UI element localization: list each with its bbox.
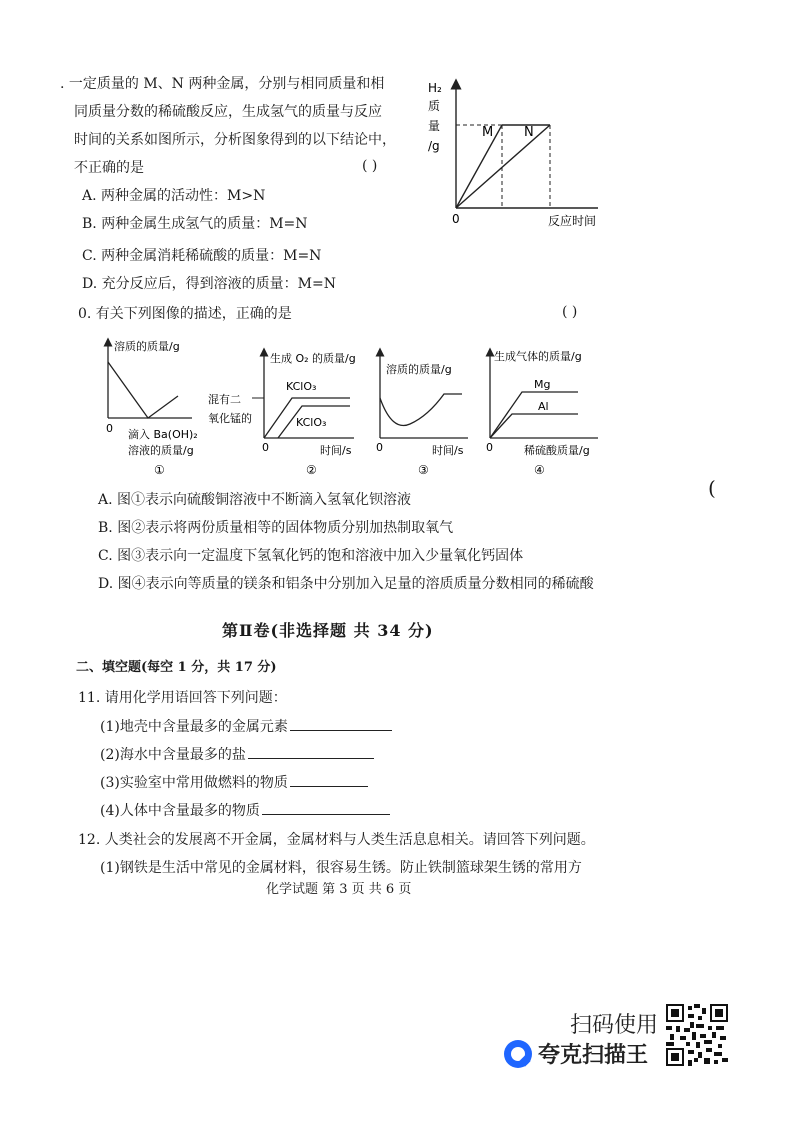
q10-g1-origin: 0 [106,422,113,435]
q10-g4-origin: 0 [486,441,493,454]
q10-graph-2 [206,346,366,486]
watermark-brand: 夸克扫描王 [538,1043,649,1068]
q9-origin: 0 [452,212,460,226]
q9-ylabel-h2: H₂ [428,81,442,95]
q10-g2-xlabel: 时间/s [320,444,352,457]
q10-graph-4 [482,346,612,486]
q9-stem-line-2: 同质量分数的稀硫酸反应，生成氢气的质量与反应 [74,104,382,120]
q10-g4-ylabel: 生成气体的质量/g [494,350,582,363]
q10-g4-num: ④ [534,463,545,477]
q11-answer-blank-1[interactable] [290,716,392,731]
q10-g3-ylabel: 溶质的质量/g [386,363,452,376]
q11-stem: 11. 请用化学用语回答下列问题： [78,690,287,706]
q9-option-b: B. 两种金属生成氢气的质量：M=N [82,216,308,232]
q10-g2-num: ② [306,463,317,477]
part2-heading: 二、填空题(每空 1 分，共 17 分) [76,660,277,675]
q10-option-b: B. 图②表示将两份质量相等的固体物质分别加热制取氧气 [98,520,454,536]
q11-answer-blank-3[interactable] [290,772,368,787]
q9-line-n [456,125,550,208]
q12-item-1: (1)钢铁是生活中常见的金属材料，很容易生锈。防止铁制篮球架生锈的常用方 [100,860,582,876]
q11-item-2 [100,744,374,765]
q10-g3-origin: 0 [376,441,383,454]
q9-option-a: A. 两种金属的活动性：M>N [82,188,266,204]
q10-g3-xlabel: 时间/s [432,444,464,457]
q10-g1-curve [108,362,178,418]
q9-answer-paren: ( ) [362,158,378,174]
q9-option-d: D. 充分反应后，得到溶液的质量：M=N [82,276,336,292]
q9-ylabel-unit: /g [428,139,440,153]
q9-label-m: M [482,125,494,140]
q10-g4-curve-label-al: Al [538,400,549,413]
q11-answer-blank-2[interactable] [248,744,374,759]
q10-g1-num: ① [154,463,165,477]
q9-ylabel-liang: 量 [428,119,441,133]
q10-g2-side-1: 混有二 [208,393,241,406]
qr-code-icon [666,1004,728,1066]
q9-stem-line-4: 不正确的是 [74,160,144,176]
q11-answer-blank-4[interactable] [262,800,390,815]
q9-label-n: N [524,125,534,140]
q10-g1-ylabel: 溶质的质量/g [114,340,180,353]
q10-g4-curve-al [490,414,578,438]
q10-g4-curve-label-mg: Mg [534,378,551,391]
q11-item-4-text: (4)人体中含量最多的物质 [100,803,260,819]
q9-ylabel-zhi: 质 [428,99,441,113]
q11-item-4 [100,800,390,821]
q10-option-c: C. 图③表示向一定温度下氢氧化钙的饱和溶液中加入少量氧化钙固体 [98,548,524,564]
q9-graph [420,76,610,228]
q11-item-2-text: (2)海水中含量最多的盐 [100,747,246,763]
q10-g2-ylabel: 生成 O₂ 的质量/g [270,352,356,365]
q11-item-1 [100,716,392,737]
q9-line-m [456,125,502,208]
q10-option-d: D. 图④表示向等质量的镁条和铝条中分别加入足量的溶质质量分数相同的稀硫酸 [98,576,594,592]
q9-option-c: C. 两种金属消耗稀硫酸的质量：M=N [82,248,322,264]
q11-item-1-text: (1)地壳中含量最多的金属元素 [100,719,288,735]
q10-g4-xlabel: 稀硫酸质量/g [524,444,590,457]
q11-item-3 [100,772,368,793]
watermark-scan-text: 扫码使用 [570,1013,659,1038]
q10-stem: 0. 有关下列图像的描述，正确的是 [78,306,292,322]
q10-g4-curve-mg [490,392,578,438]
q10-graph-3 [372,346,482,486]
q10-g2-curve-label-2: KClO₃ [296,416,327,429]
q10-g1-xlabel-2: 溶液的质量/g [128,444,194,457]
q12-stem: 12. 人类社会的发展离不开金属，金属材料与人类生活息息相关。请回答下列问题。 [78,832,595,848]
margin-mark: ( [708,476,716,500]
q10-g1-xlabel-1: 滴入 Ba(OH)₂ [128,428,198,441]
q10-g2-origin: 0 [262,441,269,454]
q9-stem-line-1: . 一定质量的 M、N 两种金属，分别与相同质量和相 [60,76,385,92]
q10-option-a: A. 图①表示向硫酸铜溶液中不断滴入氢氧化钡溶液 [98,492,412,508]
section-title: 第Ⅱ卷(非选择题 共 34 分) [222,621,434,640]
q9-stem-line-3: 时间的关系如图所示，分析图象得到的以下结论中， [74,132,396,148]
q10-graph-1 [96,336,206,486]
q10-g2-side-2: 氧化锰的 [208,412,252,425]
q10-answer-paren: ( ) [562,304,578,320]
q11-item-3-text: (3)实验室中常用做燃料的物质 [100,775,288,791]
q10-g3-num: ③ [418,463,429,477]
q9-xlabel: 反应时间 [548,214,597,228]
q10-g2-curve-label-1: KClO₃ [286,380,317,393]
q10-g3-curve [380,394,462,426]
page-footer: 化学试题 第 3 页 共 6 页 [266,882,412,897]
watermark-logo-icon [504,1040,532,1068]
